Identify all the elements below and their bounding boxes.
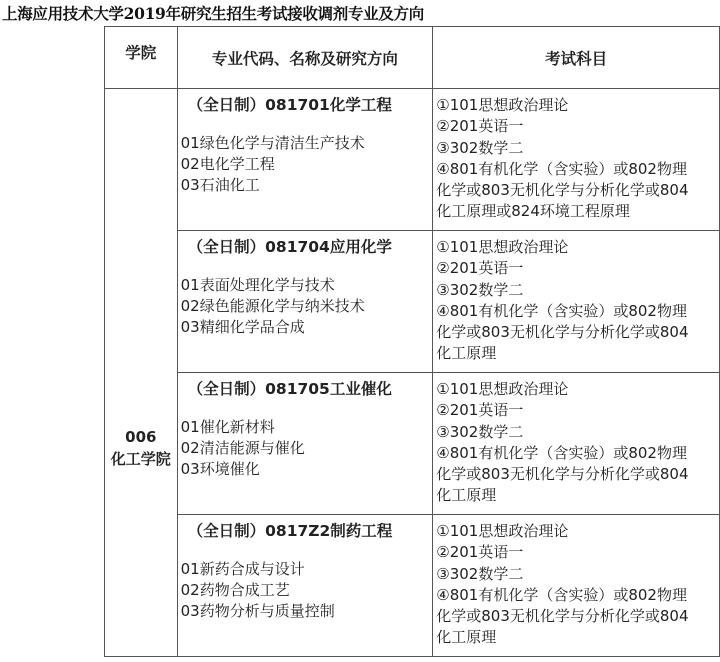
subject-line: 化学或803无机化学与分析化学或804 (436, 181, 689, 200)
direction-item: 03精细化学品合成 (180, 318, 305, 336)
page-title: 上海应用技术大学2019年研究生招生考试接收调剂专业及方向 (2, 4, 424, 23)
major-title: （全日制）081704应用化学 (187, 238, 392, 256)
subject-line: ②201英语一 (436, 401, 524, 420)
college-code: 006 (125, 427, 157, 446)
header-row (105, 27, 720, 89)
subject-line: ④801有机化学（含实验）或802物理 (436, 159, 687, 178)
subject-line: ④801有机化学（含实验）或802物理 (436, 443, 687, 462)
subject-line: 化工原理 (436, 486, 497, 505)
header-exam: 考试科目 (433, 27, 720, 89)
direction-item: 02清洁能源与催化 (180, 439, 305, 457)
direction-item: 03环境催化 (180, 460, 260, 478)
major-title: （全日制）081705工业催化 (187, 380, 392, 398)
subject-line: ③302数学二 (436, 138, 524, 157)
table-row (105, 231, 720, 373)
subject-line: 化工原理 (436, 344, 497, 363)
direction-item: 01表面处理化学与技术 (180, 276, 335, 294)
direction-list (181, 559, 433, 622)
subject-line: ④801有机化学（含实验）或802物理 (436, 301, 687, 320)
header-college: 学院 (105, 27, 178, 89)
table-row (105, 373, 720, 515)
subject-line: ④801有机化学（含实验）或802物理 (436, 585, 687, 604)
direction-list (181, 275, 433, 338)
direction-list (181, 417, 433, 480)
major-cell (177, 373, 433, 515)
college-name: 化工学院 (110, 449, 171, 468)
exam-cell (433, 89, 720, 231)
subject-line: ②201英语一 (436, 117, 524, 136)
direction-item: 02电化学工程 (180, 155, 275, 173)
header-major: 专业代码、名称及研究方向 (177, 27, 433, 89)
subject-line: ①101思想政治理论 (436, 522, 569, 540)
subject-line: 化学或803无机化学与分析化学或804 (436, 607, 689, 626)
direction-item: 01催化新材料 (180, 418, 275, 436)
subject-line: ②201英语一 (436, 543, 524, 562)
admissions-table (104, 26, 720, 657)
exam-cell (433, 231, 720, 373)
subject-line: ③302数学二 (436, 280, 524, 299)
major-cell (177, 231, 433, 373)
direction-list (181, 133, 433, 196)
college-cell (105, 89, 178, 657)
table-row (105, 515, 720, 657)
exam-cell (433, 373, 720, 515)
direction-item: 02药物合成工艺 (180, 581, 290, 599)
subject-line: ①101思想政治理论 (436, 96, 569, 114)
direction-item: 03药物分析与质量控制 (180, 602, 335, 620)
subject-line: ③302数学二 (436, 564, 524, 583)
subject-line: 化工原理 (436, 628, 497, 647)
subject-line: 化工原理或824环境工程原理 (436, 202, 630, 221)
major-title: （全日制）0817Z2制药工程 (187, 522, 393, 540)
subject-line: 化学或803无机化学与分析化学或804 (436, 465, 689, 484)
major-cell (177, 89, 433, 231)
direction-item: 02绿色能源化学与纳米技术 (180, 297, 365, 315)
direction-item: 03石油化工 (180, 176, 260, 194)
exam-cell (433, 515, 720, 657)
direction-item: 01绿色化学与清洁生产技术 (180, 134, 365, 152)
major-title: （全日制）081701化学工程 (187, 96, 392, 114)
direction-item: 01新药合成与设计 (180, 560, 305, 578)
major-cell (177, 515, 433, 657)
subject-line: 化学或803无机化学与分析化学或804 (436, 323, 689, 342)
subject-line: ③302数学二 (436, 422, 524, 441)
subject-line: ①101思想政治理论 (436, 238, 569, 256)
subject-line: ①101思想政治理论 (436, 380, 569, 398)
subject-line: ②201英语一 (436, 259, 524, 278)
table-row (105, 89, 720, 231)
